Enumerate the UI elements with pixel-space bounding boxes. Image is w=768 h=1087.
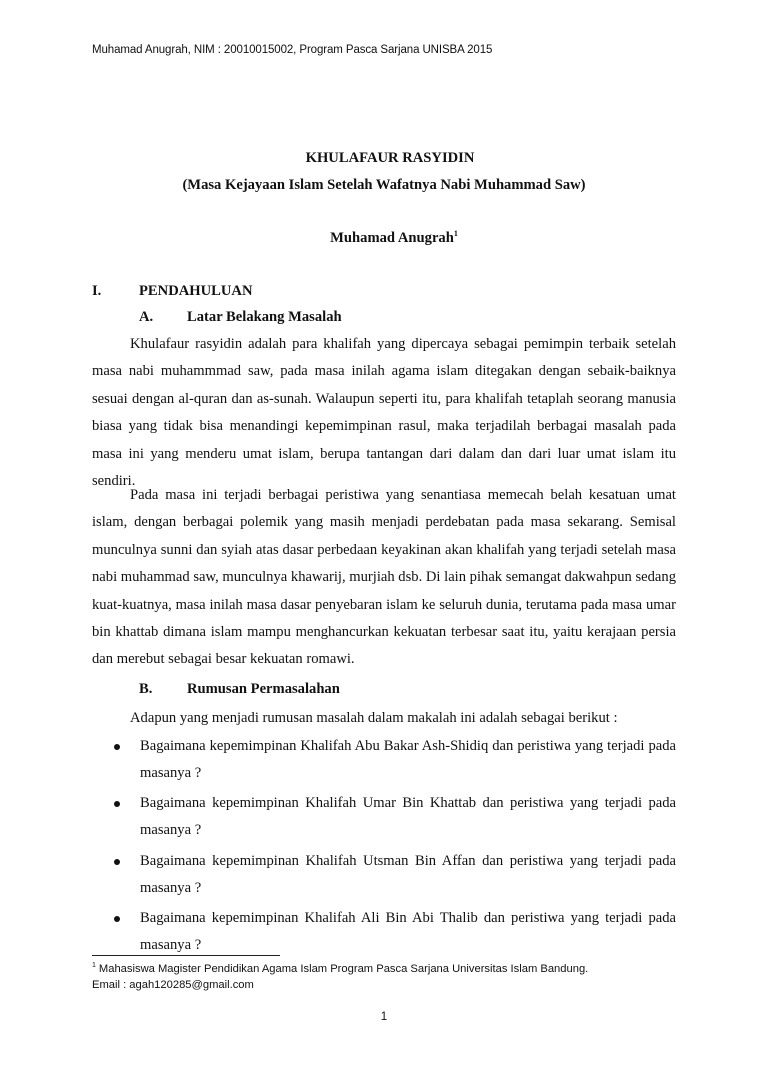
document-title: KHULAFAUR RASYIDIN [305, 150, 475, 166]
problem-list [92, 733, 676, 963]
paragraph-problem-intro: Adapun yang menjadi rumusan masalah dalam makalah ini adalah sebagai berikut : [130, 710, 618, 726]
list-item [92, 905, 676, 959]
subsection-a-title: Latar Belakang Masalah [187, 309, 342, 325]
bullet-icon [114, 801, 120, 807]
author-line [10, 229, 768, 247]
paragraph-background-2: Pada masa ini terjadi berbagai peristiwa yang senantiasa memecah belah kesatuan umat islam, dengan berbagai polemik yang masih menjadi perdebatan pada masa sekarang. Semisal munculnya sunni dan syiah atas dasar perbedaan keyakinan akan khalifah yang terjadi setelah masa nabi muhammad saw, munculnya khawarij, murjiah dsb. Di lain pihak semangat dakwahpun sedang kuat-kuatnya, masa inilah masa dasar penyebaran islam ke seluruh dunia, terutama pada masa umar bin khattab dimana islam mampu menghancurkan kekuatan terbesar saat itu, yaitu kerajaan persia dan merebut sebagai besar kekuatan romawi. [92, 487, 676, 668]
running-header: Muhamad Anugrah, NIM : 20010015002, Program Pasca Sarjana UNISBA 2015 [92, 44, 493, 56]
bullet-icon [114, 916, 120, 922]
list-item-text: Bagaimana kepemimpinan Khalifah Utsman Bin Affan dan peristiwa yang terjadi pada masanya ? [140, 852, 676, 896]
subsection-b-title: Rumusan Permasalahan [187, 681, 340, 697]
section-title: PENDAHULUAN [139, 283, 253, 299]
author-name: Muhamad Anugrah [330, 230, 454, 246]
bullet-icon [114, 744, 120, 750]
bullet-icon [114, 859, 120, 865]
footnote-line-1 [92, 962, 588, 975]
footnote-marker: 1 [92, 962, 96, 969]
list-item-text: Bagaimana kepemimpinan Khalifah Abu Bakar Ash-Shidiq dan peristiwa yang terjadi pada masanya ? [140, 738, 676, 781]
list-item [92, 733, 676, 787]
section-number: I. [92, 283, 102, 299]
list-item [92, 790, 676, 844]
list-item-text: Bagaimana kepemimpinan Khalifah Ali Bin Abi Thalib dan peristiwa yang terjadi pada masanya ? [140, 910, 676, 954]
footnote-text: Mahasiswa Magister Pendidikan Agama Islam Program Pasca Sarjana Universitas Islam Bandung. [98, 963, 589, 975]
author-footnote-marker: 1 [453, 229, 458, 238]
paragraph-background-1: Khulafaur rasyidin adalah para khalifah yang dipercaya sebagai pemimpin terbaik setelah masa nabi muhammmad saw, pada masa inilah agama islam ditegakan dengan sebaik-baiknya sesuai dengan al-quran dan as-sunah. Walaupun seperti itu, para khalifah tetaplah seorang manusia biasa yang tidak bisa menandingi kepemimpinan rasul, maka terjadilah berbagai masalah pada masa ini yang menderu umat islam, berupa tantangan dari dalam dan dari luar umat islam itu sendiri. [92, 336, 676, 490]
footnote-separator [92, 955, 280, 956]
subsection-a-letter: A. [139, 309, 154, 325]
footnote-email: Email : agah120285@gmail.com [92, 979, 254, 991]
page-number: 1 [380, 1011, 388, 1023]
subsection-b-letter: B. [139, 681, 153, 697]
list-item [92, 848, 676, 902]
document-subtitle: (Masa Kejayaan Islam Setelah Wafatnya Nabi Muhammad Saw) [182, 177, 586, 193]
list-item-text: Bagaimana kepemimpinan Khalifah Umar Bin Khattab dan peristiwa yang terjadi pada masanya ? [140, 795, 676, 839]
